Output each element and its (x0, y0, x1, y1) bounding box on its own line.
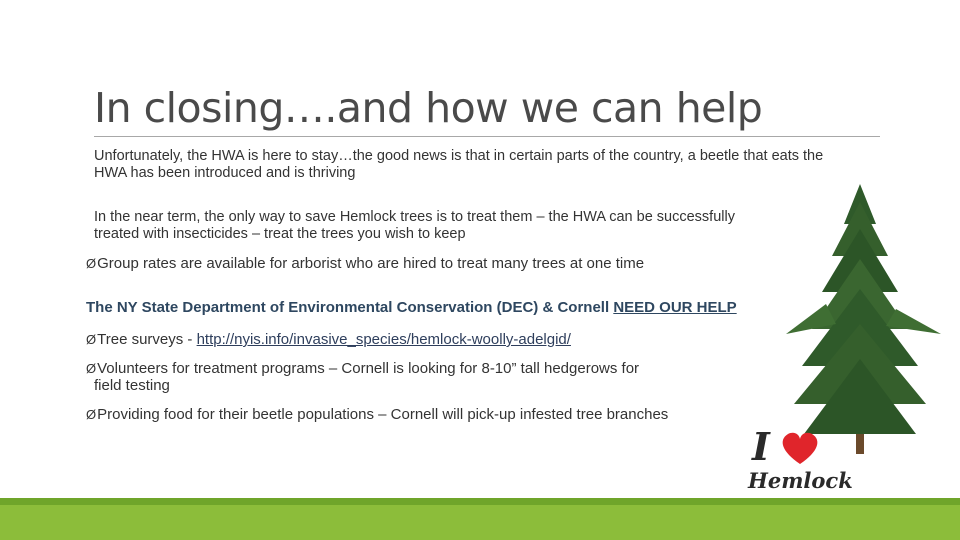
paragraph-beetle: Unfortunately, the HWA is here to stay…the good news is that in certain parts of the country, a beetle that eats the HWA has been introduced and is thriving (94, 148, 824, 181)
paragraph-treat: In the near term, the only way to save Hemlock trees is to treat them – the HWA can be successfully treated with insecticides – treat the trees you wish to keep (94, 209, 735, 242)
surveys-link[interactable]: http://nyis.info/invasive_species/hemlock-woolly-adelgid/ (196, 331, 571, 348)
dec-heading (86, 299, 737, 316)
arrow-bullet-icon: Ø (86, 361, 97, 376)
surveys-label: Tree surveys - (97, 331, 197, 348)
arrow-bullet-icon: Ø (86, 332, 97, 347)
bullet-food (86, 406, 668, 423)
dec-text: The NY State Department of Environmental Conservation (DEC) & Cornell (86, 299, 614, 316)
arrow-bullet-icon: Ø (86, 407, 97, 422)
logo-word: Hemlock (748, 468, 853, 493)
title-rule (94, 136, 880, 137)
volunteers-line-2: field testing (94, 377, 170, 394)
i-love-hemlock-logo (738, 422, 853, 494)
volunteers-line-1: Volunteers for treatment programs – Cornell is looking for 8-10” tall hedgerows for (97, 360, 640, 377)
dec-emphasis: NEED OUR HELP (613, 299, 737, 316)
bullet-volunteers (86, 360, 639, 394)
food-text: Providing food for their beetle populations – Cornell will pick-up infested tree branches (97, 406, 669, 423)
bullet-group-rates (86, 255, 644, 272)
logo-i: I (752, 424, 770, 469)
arrow-bullet-icon: Ø (86, 256, 97, 271)
footer-stripe (0, 498, 960, 505)
heart-icon (783, 433, 818, 464)
bullet-tree-surveys (86, 331, 571, 348)
bullet-text: Group rates are available for arborist who are hired to treat many trees at one time (97, 255, 645, 272)
slide-title: In closing….and how we can help (94, 84, 763, 132)
footer-bar (0, 498, 960, 540)
